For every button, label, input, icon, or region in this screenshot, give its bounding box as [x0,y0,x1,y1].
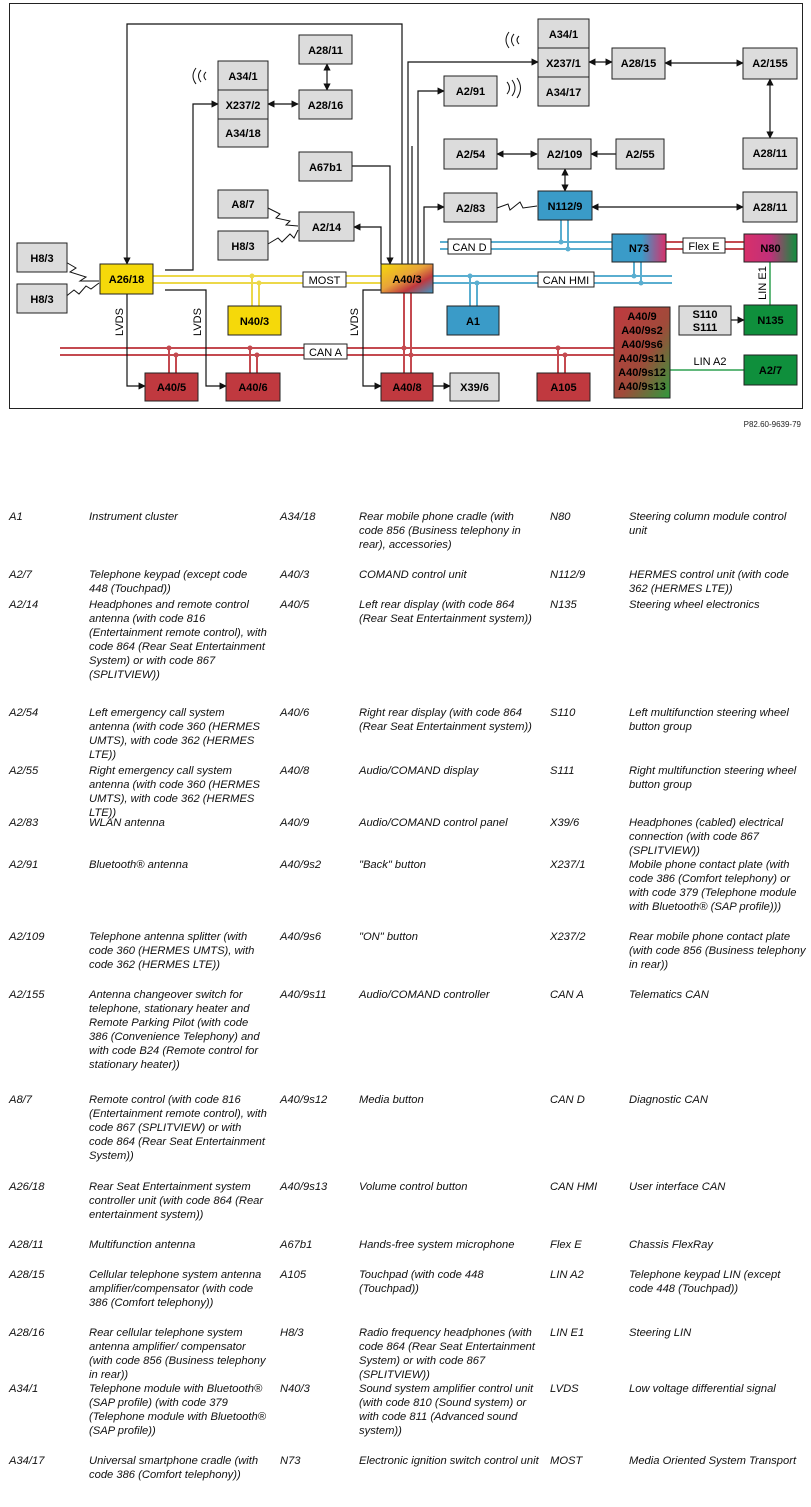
legend-code: A2/14 [9,599,39,611]
legend-description: Instrument cluster [89,511,178,523]
label-n73: N73 [628,243,650,255]
legend-code: N40/3 [280,1383,310,1395]
label-x237-1: X237/1 [546,58,581,70]
legend-description: Right multifunction steering wheel button group [629,765,797,791]
bus-label-can-d: CAN D [452,242,487,254]
legend-code: A40/5 [280,599,310,611]
legend-description: Left emergency call system antenna (with code 360 (HERMES UMTS), with code 362 (HERMES LTE)) [89,707,261,761]
legend-code: A2/7 [9,569,33,581]
legend-code: A40/9s6 [280,931,322,943]
legend-code: A40/3 [280,569,310,581]
label-n80: N80 [760,243,781,255]
label-a2-109: A2/109 [546,149,583,161]
legend-code: A2/91 [9,859,39,871]
legend-description: COMAND control unit [359,569,467,581]
legend-description: Rear cellular telephone system antenna amplifier/ compensator (with code 856 (Business telephony in rear)) [89,1327,266,1381]
legend-description: Headphones and remote control antenna (with code 816 (Entertainment remote control), with code 864 (Rear Seat Entertainment System) or with code 867 (SPLITVIEW)) [89,599,267,681]
legend-code: N112/9 [550,569,586,581]
legend-description: Right rear display (with code 864 (Rear Seat Entertainment system)) [359,707,532,733]
legend-description: HERMES control unit (with code 362 (HERMES LTE)) [629,569,789,595]
label-a2-7: A2/7 [758,365,783,377]
label-n40-3: N40/3 [239,316,270,328]
legend-description: Telephone module with Bluetooth® (SAP profile) (with code 379 (Telephone module with Bluetooth® (SAP profile)) [89,1383,266,1437]
label-s111: S111 [692,322,718,334]
label-a105: A105 [550,382,577,394]
legend-description: Steering column module control unit [629,511,787,537]
legend-description: Left multifunction steering wheel button group [629,707,789,733]
legend-code: A67b1 [280,1239,313,1251]
legend-code: A8/7 [9,1094,33,1106]
label-a2-155: A2/155 [752,58,788,70]
label-a40-8: A40/8 [392,382,422,394]
legend-description: Electronic ignition switch control unit [359,1455,539,1467]
label-a28-11-lower: A28/11 [752,202,788,214]
label-h8-3-left-bottom: H8/3 [30,294,54,306]
label-a40-9s6: A40/9s6 [621,339,663,351]
bus-label-most: MOST [308,275,341,287]
legend-code: A105 [280,1269,307,1281]
label-a28-16: A28/16 [307,100,344,112]
bus-label-flex-e: Flex E [688,241,720,253]
legend-code: LIN E1 [550,1327,585,1339]
label-s110: S110 [692,309,718,321]
bus-label-lin-e1: LIN E1 [757,266,769,300]
legend-code: N73 [280,1455,301,1467]
bus-label-lvds-2: LVDS [192,308,204,336]
legend-description: Chassis FlexRay [629,1239,713,1251]
bus-label-lvds-1: LVDS [114,308,126,336]
label-a40-3: A40/3 [392,274,422,286]
legend-code: A34/18 [280,511,316,523]
label-a28-15: A28/15 [620,58,657,70]
legend-description: Media Oriented System Transport [629,1455,797,1467]
legend-description: Headphones (cabled) electrical connection (with code 867 (SPLITVIEW)) [629,817,784,857]
label-a2-83: A2/83 [455,203,486,215]
legend-code: A34/17 [9,1455,45,1467]
legend-description: Steering wheel electronics [629,599,760,611]
legend-code: A28/16 [9,1327,45,1339]
legend-code: A40/9s12 [280,1094,328,1106]
legend-description: Right emergency call system antenna (with code 360 (HERMES UMTS), with code 362 (HERMES LTE)) [89,765,261,819]
legend-description: Rear Seat Entertainment system controller unit (with code 864 (Rear entertainment system)) [89,1181,264,1221]
legend-description: Steering LIN [629,1327,692,1339]
legend-code: X237/1 [550,859,586,871]
legend-code: A2/155 [9,989,45,1001]
label-a40-9s2: A40/9s2 [621,325,663,337]
legend-description: Hands-free system microphone [359,1239,515,1251]
figure-reference: P82.60-9639-79 [743,420,801,429]
legend-code: N80 [550,511,571,523]
label-a34-18: A34/18 [225,128,261,140]
legend-description: Cellular telephone system antenna amplifier/compensator (with code 386 (Comfort telephony)) [89,1269,262,1309]
legend-description: Media button [359,1094,424,1106]
legend-code: N135 [550,599,577,611]
label-a40-6: A40/6 [238,382,268,394]
label-x237-2: X237/2 [225,100,261,112]
legend-description: Left rear display (with code 864 (Rear Seat Entertainment system)) [359,599,532,625]
legend-code: A40/6 [280,707,310,719]
label-a28-11-top: A28/11 [752,148,788,160]
label-n112-9: N112/9 [547,201,583,213]
legend-code: X39/6 [550,817,580,829]
legend-description: Telephone antenna splitter (with code 360 (HERMES UMTS), with code 362 (HERMES LTE)) [89,931,255,971]
legend-description: Audio/COMAND display [359,765,479,777]
legend-code: A2/83 [9,817,39,829]
label-h8-3-left-top: H8/3 [30,253,54,265]
label-a40-9s13: A40/9s13 [618,381,666,393]
bus-label-can-hmi: CAN HMI [542,275,590,287]
legend-code: H8/3 [280,1327,304,1339]
legend-description: Audio/COMAND controller [359,989,490,1001]
label-x39-6: X39/6 [460,382,489,394]
bus-label-lin-a2: LIN A2 [693,356,727,368]
legend-code: A40/9s13 [280,1181,328,1193]
label-n135: N135 [757,315,784,327]
legend-code: X237/2 [550,931,586,943]
legend-code: A28/11 [9,1239,44,1251]
legend-code: LIN A2 [550,1269,584,1281]
legend-description: "ON" button [359,931,418,943]
label-a1: A1 [465,316,481,328]
label-a26-18: A26/18 [108,274,145,286]
label-a40-9s11: A40/9s11 [618,353,666,365]
network-topology-diagram [0,0,811,412]
legend-description: Touchpad (with code 448 (Touchpad)) [359,1269,484,1295]
label-a40-9s12: A40/9s12 [618,367,666,379]
legend-code: A2/109 [9,931,45,943]
legend-description: Low voltage differential signal [629,1383,776,1395]
legend-code: Flex E [550,1239,582,1251]
bus-label-can-a: CAN A [308,347,343,359]
legend-code: A40/9s2 [280,859,322,871]
label-h8-3-mid: H8/3 [231,241,255,253]
legend-description: Universal smartphone cradle (with code 386 (Comfort telephony)) [89,1455,259,1481]
legend-code: A26/18 [9,1181,45,1193]
label-a34-1-left: A34/1 [228,71,258,83]
legend-code: A2/55 [9,765,39,777]
legend-description: WLAN antenna [89,817,165,829]
legend-code: CAN D [550,1094,585,1106]
legend-code: A40/8 [280,765,310,777]
legend-description: Sound system amplifier control unit (with code 810 (Sound system) or with code 811 (Advanced sound system)) [359,1383,534,1437]
legend-code: CAN A [550,989,584,1001]
legend-description: Audio/COMAND control panel [359,817,508,829]
legend-code: MOST [550,1455,583,1467]
legend-description: Rear mobile phone contact plate (with code 856 (Business telephony in rear)) [629,931,806,971]
legend-code: LVDS [550,1383,579,1395]
label-a2-54: A2/54 [455,149,486,161]
can-a-bus [60,292,614,373]
label-a40-9: A40/9 [627,311,657,323]
legend-code: S110 [550,707,576,719]
legend-description: User interface CAN [629,1181,726,1193]
legend-description: Radio frequency headphones (with code 864 (Rear Seat Entertainment System) or with code 867 (SPLITVIEW)) [359,1327,535,1381]
label-a67b1: A67b1 [308,162,343,174]
legend-description: "Back" button [359,859,427,871]
legend-description: Bluetooth® antenna [89,859,189,871]
legend-code: A28/15 [9,1269,45,1281]
label-a40-5: A40/5 [156,382,187,394]
legend-code: A34/1 [9,1383,39,1395]
legend-code: A40/9 [280,817,310,829]
label-a2-91: A2/91 [455,86,486,98]
legend-description: Remote control (with code 816 (Entertainment remote control), with code 867 (SPLITVIEW) or with code 864 (Rear Seat Entertainment System)) [89,1094,267,1162]
label-a2-14: A2/14 [311,222,342,234]
legend-description: Telephone keypad LIN (except code 448 (Touchpad)) [629,1269,781,1295]
legend-description: Telephone keypad (except code 448 (Touchpad)) [89,569,248,595]
legend-description: Volume control button [359,1181,468,1193]
label-a34-1-top: A34/1 [548,29,579,41]
legend-code: A2/54 [9,707,39,719]
bus-label-lvds-3: LVDS [349,308,361,336]
legend-description: Diagnostic CAN [629,1094,708,1106]
legend-code: A1 [9,511,23,523]
legend-code: A40/9s11 [280,989,327,1001]
label-a28-11-mid: A28/11 [308,45,343,57]
label-a2-55: A2/55 [625,149,655,161]
legend-description: Telematics CAN [629,989,709,1001]
legend-description: Mobile phone contact plate (with code 386 (Comfort telephony) or with code 379 (Telephone module with Bluetooth® (SAP profile))) [629,859,797,913]
legend-description: Antenna changeover switch for telephone, stationary heater and Remote Parking Pilot (with code 386 (Convenience Telephony) and with code B24 (Remote control for stationary heater)) [89,989,260,1071]
legend-code: CAN HMI [550,1181,598,1193]
legend-description: Rear mobile phone cradle (with code 856 (Business telephony in rear), accessories) [359,511,521,551]
legend-description: Multifunction antenna [89,1239,196,1251]
legend-code: S111 [550,765,575,777]
label-a34-17: A34/17 [545,87,582,99]
label-a8-7: A8/7 [231,199,255,211]
